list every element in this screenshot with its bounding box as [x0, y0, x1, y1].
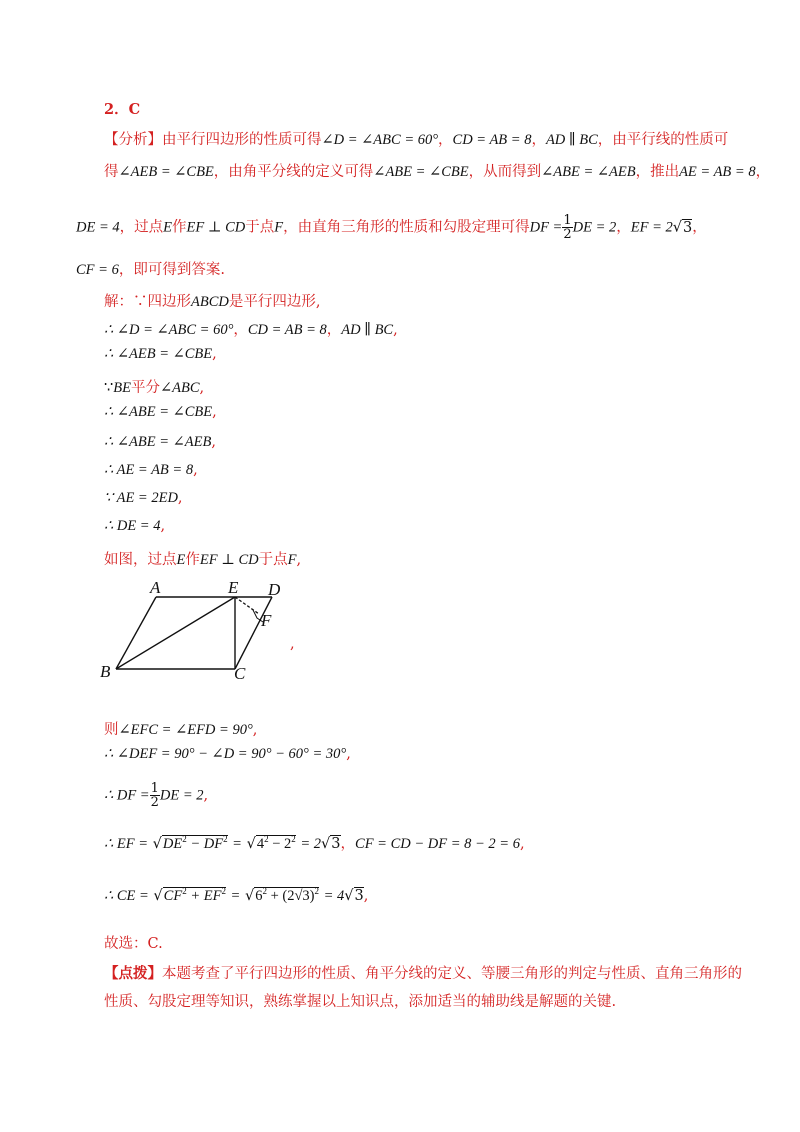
- segment-ef: [235, 597, 259, 614]
- text: ，: [438, 132, 453, 148]
- solution-line-12: [104, 782, 208, 809]
- solution-line-10: [104, 718, 257, 739]
- math: ∠ABE = ∠AEB: [541, 164, 636, 180]
- text: 平分: [130, 380, 160, 396]
- sqrt-icon: √: [153, 887, 163, 904]
- text: 于点: [245, 219, 275, 236]
- math: DE = 4: [76, 219, 120, 236]
- question-number: 2．: [104, 101, 129, 118]
- parallelogram-figure: [96, 576, 316, 686]
- text: ，: [233, 322, 248, 338]
- sqrt-icon: √: [321, 836, 331, 852]
- text: ,: [193, 462, 198, 478]
- math: CF = 6: [76, 262, 119, 278]
- math: E: [176, 552, 186, 568]
- text: ，由直角三角形的性质和勾股定理可得: [283, 219, 530, 236]
- math: ∴ CE =: [104, 887, 149, 904]
- solution-line-14: ∴ CE = $√CF^2 + EF^2 = √6^2 + (2√3)^2 = 4√3$,: [104, 886, 369, 904]
- math: ∠D = ∠ABC = 60°: [321, 132, 439, 148]
- radicand: $CF^2 + EF^2$: [163, 886, 226, 904]
- tip-tag: 【点拨】: [104, 965, 162, 982]
- point-a-label: A: [150, 578, 161, 597]
- math: E: [163, 219, 172, 236]
- text: ∵: [104, 380, 114, 396]
- math: ∴ EF =: [104, 836, 148, 852]
- text: ,: [177, 490, 183, 506]
- denominator: 2: [150, 795, 159, 810]
- text: ，: [326, 322, 342, 338]
- text: ,: [393, 322, 398, 338]
- text: 则: [104, 722, 119, 738]
- sqrt-icon: √: [672, 219, 682, 236]
- solution-line-7: [104, 490, 183, 507]
- text: ，: [340, 836, 356, 852]
- analysis-line-1: [104, 128, 728, 149]
- tip-line-1: [104, 962, 742, 983]
- text: ,: [252, 722, 258, 738]
- text: ，: [616, 219, 631, 236]
- text: 解：∵四边形: [104, 294, 191, 310]
- math: F: [274, 219, 284, 236]
- text: ,: [212, 346, 217, 362]
- solution-line-4: [104, 404, 217, 421]
- math: CD = AB = 8: [452, 132, 532, 148]
- text: ,: [519, 836, 525, 852]
- text: ,: [212, 404, 217, 420]
- radicand: $DE^2 - DF^2$: [162, 834, 228, 852]
- point-c-label: C: [234, 664, 246, 683]
- math: EF ⊥ CD: [199, 552, 259, 568]
- solution-line-6: [104, 462, 198, 479]
- text: ,: [346, 746, 351, 762]
- math: CF = CD − DF = 8 − 2 = 6: [355, 836, 520, 852]
- text: ，从而得到: [468, 164, 542, 180]
- solution-line-5: [104, 434, 216, 451]
- fraction: [150, 782, 160, 809]
- radicand: 3: [683, 219, 693, 236]
- text: ,: [160, 518, 166, 534]
- solution-line-1: [104, 318, 398, 339]
- math: ∠ABE = ∠CBE: [373, 164, 469, 180]
- analysis-line-2: [104, 160, 770, 181]
- math: ∵ AE = 2ED: [104, 490, 178, 506]
- analysis-line-3: [76, 214, 707, 241]
- solution-line-8: [104, 518, 165, 535]
- math: ∴ ∠AEB = ∠CBE: [104, 346, 213, 362]
- math: ∠AEB = ∠CBE: [118, 164, 214, 180]
- math: ∴ ∠D = ∠ABC = 60°: [104, 322, 234, 338]
- math: F: [287, 552, 297, 568]
- sqrt-icon: √: [246, 836, 256, 852]
- numerator: 1: [150, 781, 159, 796]
- text: 如图，过点: [104, 552, 177, 568]
- analysis-line-4: [76, 258, 225, 279]
- text: ,: [363, 887, 369, 904]
- math: AD ∥ BC: [341, 322, 394, 338]
- text: ，由角平分线的定义可得: [213, 164, 374, 180]
- figure-comma: ,: [290, 636, 295, 652]
- math: ∠EFC = ∠EFD = 90°: [118, 722, 253, 738]
- math: ∴ DE = 4: [104, 518, 161, 534]
- answer-letter: C: [128, 101, 141, 118]
- math: BE: [113, 380, 131, 396]
- text: ,: [296, 552, 302, 568]
- text: 于点: [258, 552, 288, 568]
- math: = 4: [323, 887, 345, 904]
- text: ，过点: [119, 219, 164, 236]
- text: ,: [211, 434, 216, 450]
- math: ∴ ∠DEF = 90° − ∠D = 90° − 60° = 30°: [104, 746, 347, 762]
- text: ,: [203, 787, 209, 804]
- tip-line-2: 性质、勾股定理等知识，熟练掌握以上知识点，添加适当的辅助线是解题的关键.: [104, 994, 617, 1010]
- conclusion: 故选：C.: [104, 936, 163, 952]
- sqrt-icon: √: [244, 887, 255, 904]
- math: DF =: [529, 219, 563, 236]
- radicand: $4^2 - 2^2$: [256, 834, 296, 852]
- math: ∴ ∠ABE = ∠CBE: [104, 404, 213, 420]
- sqrt-icon: √: [344, 887, 354, 904]
- radicand: 3: [354, 887, 364, 904]
- text: 作: [185, 552, 200, 568]
- fraction: [562, 214, 572, 241]
- text: 是平行四边形,: [228, 294, 321, 310]
- radicand: 3: [331, 836, 341, 852]
- text: ，推出: [635, 164, 680, 180]
- point-e-label: E: [228, 578, 239, 597]
- math: CD = AB = 8: [247, 322, 327, 338]
- math: ABCD: [191, 294, 229, 310]
- text: ，即可得到答案.: [118, 262, 225, 278]
- math: ∴ DF =: [104, 787, 150, 804]
- radicand: $6^2 + (2√3)^2$: [255, 886, 319, 904]
- math: EF = 2: [630, 219, 673, 236]
- point-b-label: B: [100, 662, 111, 681]
- math: DE = 2: [572, 219, 617, 236]
- text: ，: [692, 219, 707, 236]
- numerator: 1: [563, 213, 572, 228]
- math: DE = 2: [159, 787, 204, 804]
- solution-line-13: ∴ EF = $√DE^2 - DF^2 = √4^2 - 2^2 = 2√3$，CF = CD − DF = 8 − 2 = 6,: [104, 834, 525, 852]
- segment-cd: [235, 597, 272, 669]
- solution-line-0: [104, 290, 320, 311]
- point-d-label: D: [268, 580, 281, 599]
- text: 得: [104, 164, 119, 180]
- text: ，: [755, 164, 771, 180]
- solution-line-3: [104, 376, 204, 397]
- text: 本题考查了平行四边形的性质、角平分线的定义、等腰三角形的判定与性质、直角三角形的: [162, 966, 742, 982]
- math: EF ⊥ CD: [186, 219, 246, 236]
- math: ∴ AE = AB = 8: [104, 462, 194, 478]
- solution-line-2: [104, 346, 217, 363]
- math: AE = AB = 8: [679, 164, 756, 180]
- text: ，: [531, 132, 546, 148]
- solution-line-11: [104, 746, 351, 763]
- math: AD ∥ BC: [545, 132, 598, 148]
- segment-be: [116, 597, 235, 669]
- segment-ab: [116, 597, 156, 669]
- answer-header: [104, 98, 140, 119]
- text: ,: [199, 380, 205, 396]
- math: ∠ABC: [159, 380, 200, 396]
- math: ∴ ∠ABE = ∠AEB: [104, 434, 212, 450]
- point-f-label: F: [261, 611, 272, 630]
- math: = 2: [300, 836, 322, 852]
- text: 由平行四边形的性质可得: [162, 132, 322, 148]
- text: 作: [171, 219, 187, 236]
- sqrt-icon: √: [152, 836, 162, 852]
- analysis-tag: 【分析】: [104, 132, 162, 148]
- solution-line-9: [104, 548, 301, 569]
- text: ，由平行线的性质可: [597, 132, 729, 148]
- denominator: 2: [563, 227, 572, 242]
